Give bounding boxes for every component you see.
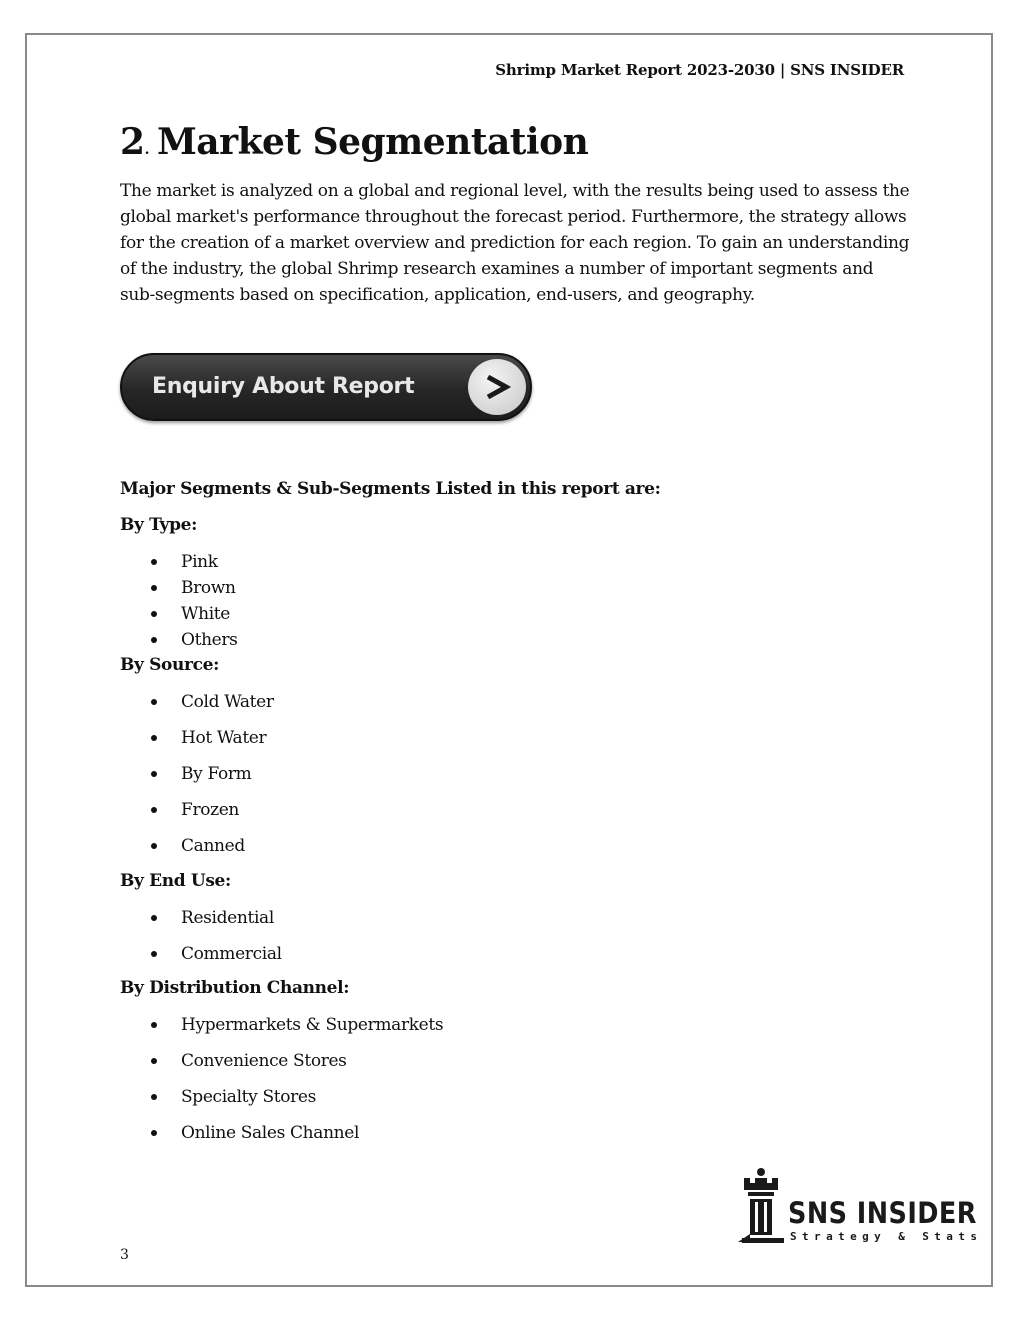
list-item — [120, 1120, 443, 1156]
bullet-icon — [151, 735, 157, 741]
list-item — [120, 549, 238, 575]
segment-group-label: By End Use: — [120, 871, 231, 891]
bullet-icon — [151, 951, 157, 957]
segment-list-type — [120, 549, 238, 653]
list-item — [120, 1084, 443, 1120]
chevron-right-icon — [468, 359, 526, 415]
bullet-icon — [151, 585, 157, 591]
bullet-icon — [151, 1058, 157, 1064]
list-item-text: Commercial — [181, 944, 282, 964]
list-item-text: Hot Water — [181, 728, 267, 748]
list-item-text: Convenience Stores — [181, 1051, 347, 1071]
list-item — [120, 761, 274, 797]
section-number: 2 — [120, 121, 145, 163]
segment-list-distribution — [120, 1012, 443, 1156]
segment-group-label: By Distribution Channel: — [120, 978, 350, 998]
list-item — [120, 601, 238, 627]
list-item-text: Residential — [181, 908, 274, 928]
list-item-text: By Form — [181, 764, 252, 784]
list-item-text: Specialty Stores — [181, 1087, 316, 1107]
section-separator: . — [144, 142, 149, 158]
bullet-icon — [151, 699, 157, 705]
list-item — [120, 1012, 443, 1048]
list-item-text: Others — [181, 630, 238, 650]
section-heading — [120, 118, 588, 174]
chess-rook-icon — [736, 1166, 786, 1246]
bullet-icon — [151, 637, 157, 643]
list-item-text: Hypermarkets & Supermarkets — [181, 1015, 444, 1035]
list-item — [120, 627, 238, 653]
list-item — [120, 797, 274, 833]
bullet-icon — [151, 807, 157, 813]
bullet-icon — [151, 1130, 157, 1136]
list-item — [120, 1048, 443, 1084]
bullet-icon — [151, 1094, 157, 1100]
enquiry-button-label: Enquiry About Report — [152, 374, 415, 399]
sns-insider-logo — [736, 1166, 983, 1246]
running-header: Shrimp Market Report 2023-2030 | SNS INSIDER — [495, 61, 904, 79]
list-item-text: White — [181, 604, 231, 624]
segment-list-end-use — [120, 905, 282, 977]
list-item — [120, 833, 274, 869]
segment-group-label: By Source: — [120, 655, 220, 675]
list-item — [120, 905, 282, 941]
intro-paragraph: The market is analyzed on a global and regional level, with the results being used to assess the global market's performance throughout the forecast period. Furthermore, the strategy allows for the creation of a market overview and prediction for each region. To gain an understanding of the industry, the global Shrimp research examines a number of important segments and sub-segments based on specification, application, end-users, and geography. — [120, 181, 910, 305]
list-item-text: Frozen — [181, 800, 240, 820]
bullet-icon — [151, 771, 157, 777]
bullet-icon — [151, 559, 157, 565]
bullet-icon — [151, 611, 157, 617]
logo-name: SNS INSIDER — [788, 1196, 977, 1230]
list-item-text: Online Sales Channel — [181, 1123, 360, 1143]
list-item — [120, 689, 274, 725]
list-item-text: Brown — [181, 578, 236, 598]
page-number: 3 — [120, 1247, 129, 1263]
list-item — [120, 941, 282, 977]
list-item — [120, 575, 238, 601]
list-item-text: Canned — [181, 836, 245, 856]
logo-tagline: Strategy & Stats — [790, 1230, 983, 1243]
section-title: Market Segmentation — [156, 121, 589, 163]
bullet-icon — [151, 1022, 157, 1028]
segment-group-label: By Type: — [120, 515, 198, 535]
bullet-icon — [151, 843, 157, 849]
list-item-text: Cold Water — [181, 692, 274, 712]
segment-list-source — [120, 689, 274, 869]
list-item-text: Pink — [181, 552, 218, 572]
segments-title: Major Segments & Sub-Segments Listed in this report are: — [120, 479, 661, 499]
enquiry-about-report-button[interactable] — [120, 353, 532, 421]
bullet-icon — [151, 915, 157, 921]
list-item — [120, 725, 274, 761]
